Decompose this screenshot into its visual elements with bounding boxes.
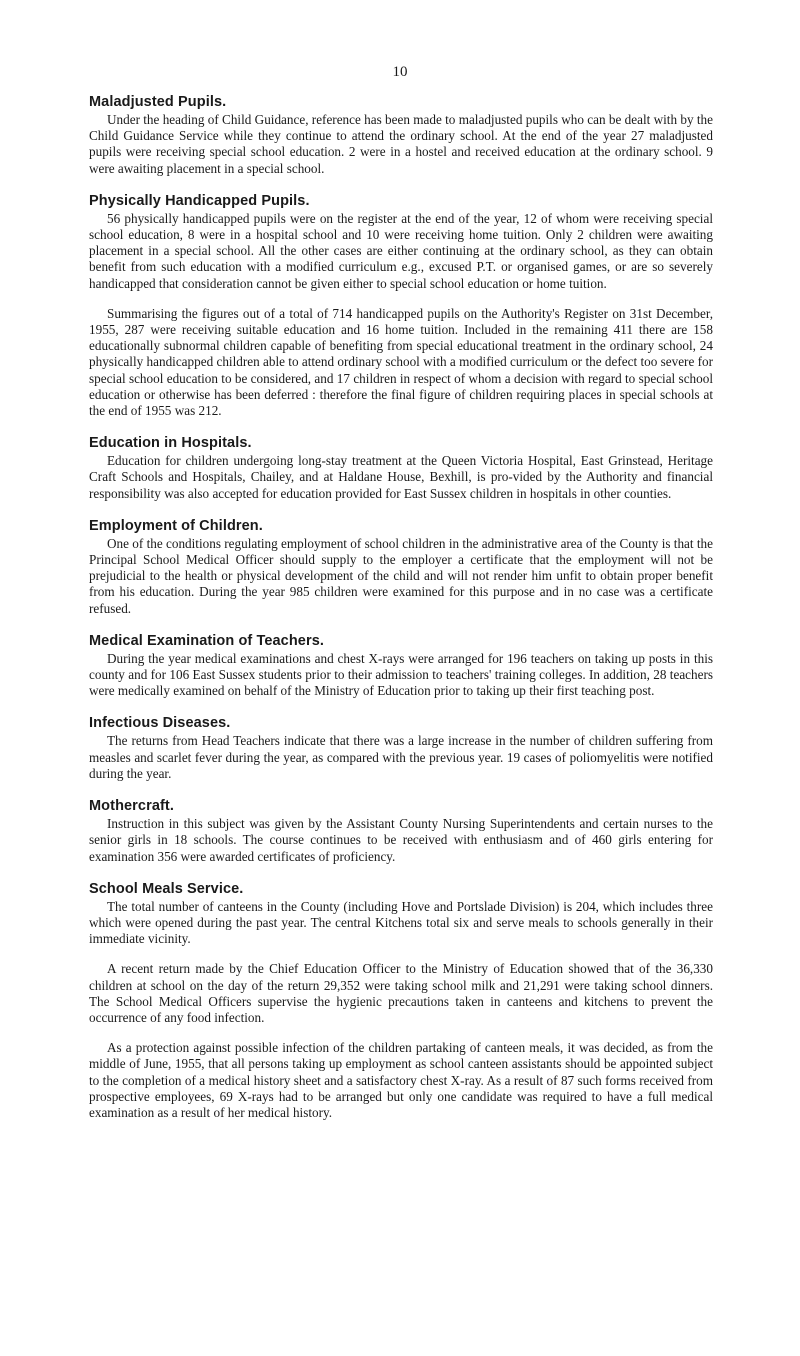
section-heading: Education in Hospitals. [89, 435, 252, 452]
paragraph: As a protection against possible infection of the children partaking of canteen meals, it was decided, as from the middle of June, 1955, that all persons taking up employment as school canteen assistants should be appointed subject to the completion of a medical history sheet and a satisfactory chest X-ray. As a result of 87 such forms received from prospective employees, 69 X-rays had to be arranged but only one candidate was required to have a full medical examination as a result of her medical history. [89, 1040, 713, 1120]
section-maladjusted-pupils [89, 94, 713, 177]
section-physically-handicapped-pupils [89, 193, 713, 419]
section-heading: Employment of Children. [89, 517, 263, 534]
section-heading: Infectious Diseases. [89, 715, 231, 732]
section-heading: Physically Handicapped Pupils. [89, 192, 310, 209]
paragraph: The total number of canteens in the County (including Hove and Portslade Division) is 204, which includes three which were opened during the past year. The central Kitchens total six and serve meals to schools generally in their immediate vicinity. [89, 898, 713, 947]
section-school-meals-service [89, 881, 713, 1121]
section-employment-of-children [89, 518, 713, 617]
page-number: 10 [392, 64, 408, 80]
section-heading: Medical Examination of Teachers. [89, 632, 325, 649]
section-heading: School Meals Service. [89, 880, 244, 897]
paragraph: The returns from Head Teachers indicate that there was a large increase in the number of children suffering from measles and scarlet fever during the year, as compared with the previous year. 19 cases of poliomyelitis were notified during the year. [89, 733, 713, 781]
section-education-in-hospitals [89, 435, 713, 502]
paragraph: 56 physically handicapped pupils were on the register at the end of the year, 12 of whom were receiving special school education, 8 were in a hospital school and 10 were receiving home tuition. Only 2 children were awaiting placement in a special school. All the other cases are either continuing at the ordinary school, as they can obtain benefit from such education with a modified curriculum e.g., excused P.T. or organised games, or are so severely handicapped that consideration cannot be given either to special school education or home tuition. [89, 210, 713, 291]
section-heading: Maladjusted Pupils. [89, 94, 227, 110]
paragraph: Summarising the figures out of a total of 714 handicapped pupils on the Authority's Register on 31st December, 1955, 287 were receiving suitable education and 16 home tuition. Included in the remaining 411 there are 158 educationally subnormal children capable of benefiting from special educational treatment in the ordinary school, 24 physically handicapped children able to attend ordinary school with a modified curriculum or the defect too severe for special school education to be considered, and 17 children in respect of whom a decision with regard to special school education or otherwise has been deferred : therefore the final figure of children requiring places in special schools at the end of 1955 was 212. [89, 305, 713, 419]
section-infectious-diseases [89, 715, 713, 782]
section-mothercraft [89, 798, 713, 865]
paragraph: Under the heading of Child Guidance, reference has been made to maladjusted pupils who can be dealt with by the Child Guidance Service while they continue to attend the ordinary school. At the end of the year 27 maladjusted pupils were receiving special school education. 2 were in a hostel and received education at the ordinary school. 9 were awaiting placement in a special school. [89, 112, 713, 176]
paragraph: Instruction in this subject was given by the Assistant County Nursing Superintendents and certain nurses to the senior girls in 18 schools. The course continues to be received with enthusiasm and of 460 girls entering for examination 356 were awarded certificates of proficiency. [89, 816, 713, 864]
page-body [89, 94, 713, 1137]
section-heading: Mothercraft. [89, 798, 174, 815]
section-medical-examination-of-teachers [89, 633, 713, 700]
paragraph: During the year medical examinations and chest X-rays were arranged for 196 teachers on taking up posts in this county and for 106 East Sussex students prior to their admission to teachers' training colleges. In addition, 28 teachers were medically examined on behalf of the Ministry of Education prior to taking up their first teaching post. [89, 650, 713, 699]
paragraph: One of the conditions regulating employment of school children in the administrative area of the County is that the Principal School Medical Officer should supply to the employer a certificate that the employment will not be prejudicial to the health or physical development of the child and will not render him unfit to obtain proper benefit from his education. During the year 985 children were examined for this purpose and in no case was a certificate refused. [89, 535, 713, 616]
paragraph: A recent return made by the Chief Education Officer to the Ministry of Education showed that of the 36,330 children at school on the day of the return 29,352 were taking school milk and 21,291 were taking school dinners. The School Medical Officers supervise the hygienic precautions taken in canteens and kitchens to prevent the occurrence of any food infection. [89, 961, 713, 1025]
paragraph: Education for children undergoing long-stay treatment at the Queen Victoria Hospital, East Grinstead, Heritage Craft Schools and Hospitals, Chailey, and at Haldane House, Bexhill, is pro-vided by the Authority and financial responsibility was also accepted for education provided for East Sussex children in hospitals in other counties. [89, 453, 713, 501]
